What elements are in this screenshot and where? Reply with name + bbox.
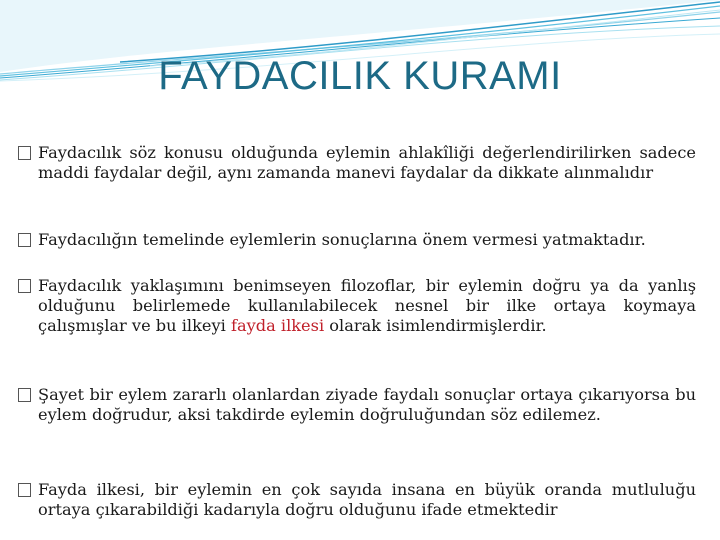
bullet-marker-icon xyxy=(18,279,31,293)
bullet-item xyxy=(18,385,696,425)
bullet-marker-icon xyxy=(18,388,31,402)
bullet-item xyxy=(18,143,696,183)
highlighted-term: fayda ilkesi xyxy=(230,316,325,335)
bullet-item xyxy=(18,276,696,336)
bullet-text: Faydacılık söz konusu olduğunda eylemin ahlakîliği değerlendirilirken sadece maddi faydalar değil, aynı zamanda manevi faydalar da dikkate alınmalıdır xyxy=(38,143,696,182)
bullet-text: Şayet bir eylem zararlı olanlardan ziyade faydalı sonuçlar ortaya çıkarıyorsa bu eylem doğrudur, aksi takdirde eylemin doğruluğundan söz edilemez. xyxy=(38,385,696,424)
bullet-text: Fayda ilkesi, bir eylemin en çok sayıda insana en büyük oranda mutluluğu ortaya çıkarabildiği kadarıyla doğru olduğunu ifade etmektedir xyxy=(38,480,696,519)
bullet-text xyxy=(38,276,696,336)
slide-title: FAYDACILIK KURAMI xyxy=(158,54,562,98)
bullet-item xyxy=(18,230,696,250)
bullet-text-part: Faydacılık yaklaşımını benimseyen filozoflar, bir eylemin doğru ya da yanlış olduğunu belirlemede kullanılabilecek nesnel bir ilke ortaya koymaya çalışmışlar ve bu ilkeyi xyxy=(38,276,696,335)
bullet-marker-icon xyxy=(18,483,31,497)
bullet-marker-icon xyxy=(18,233,31,247)
bullet-marker-icon xyxy=(18,146,31,160)
bullet-text: Faydacılığın temelinde eylemlerin sonuçlarına önem vermesi yatmaktadır. xyxy=(38,230,646,249)
bullet-item xyxy=(18,480,696,520)
bullet-text-part: olarak isimlendirmişlerdir. xyxy=(324,316,547,335)
